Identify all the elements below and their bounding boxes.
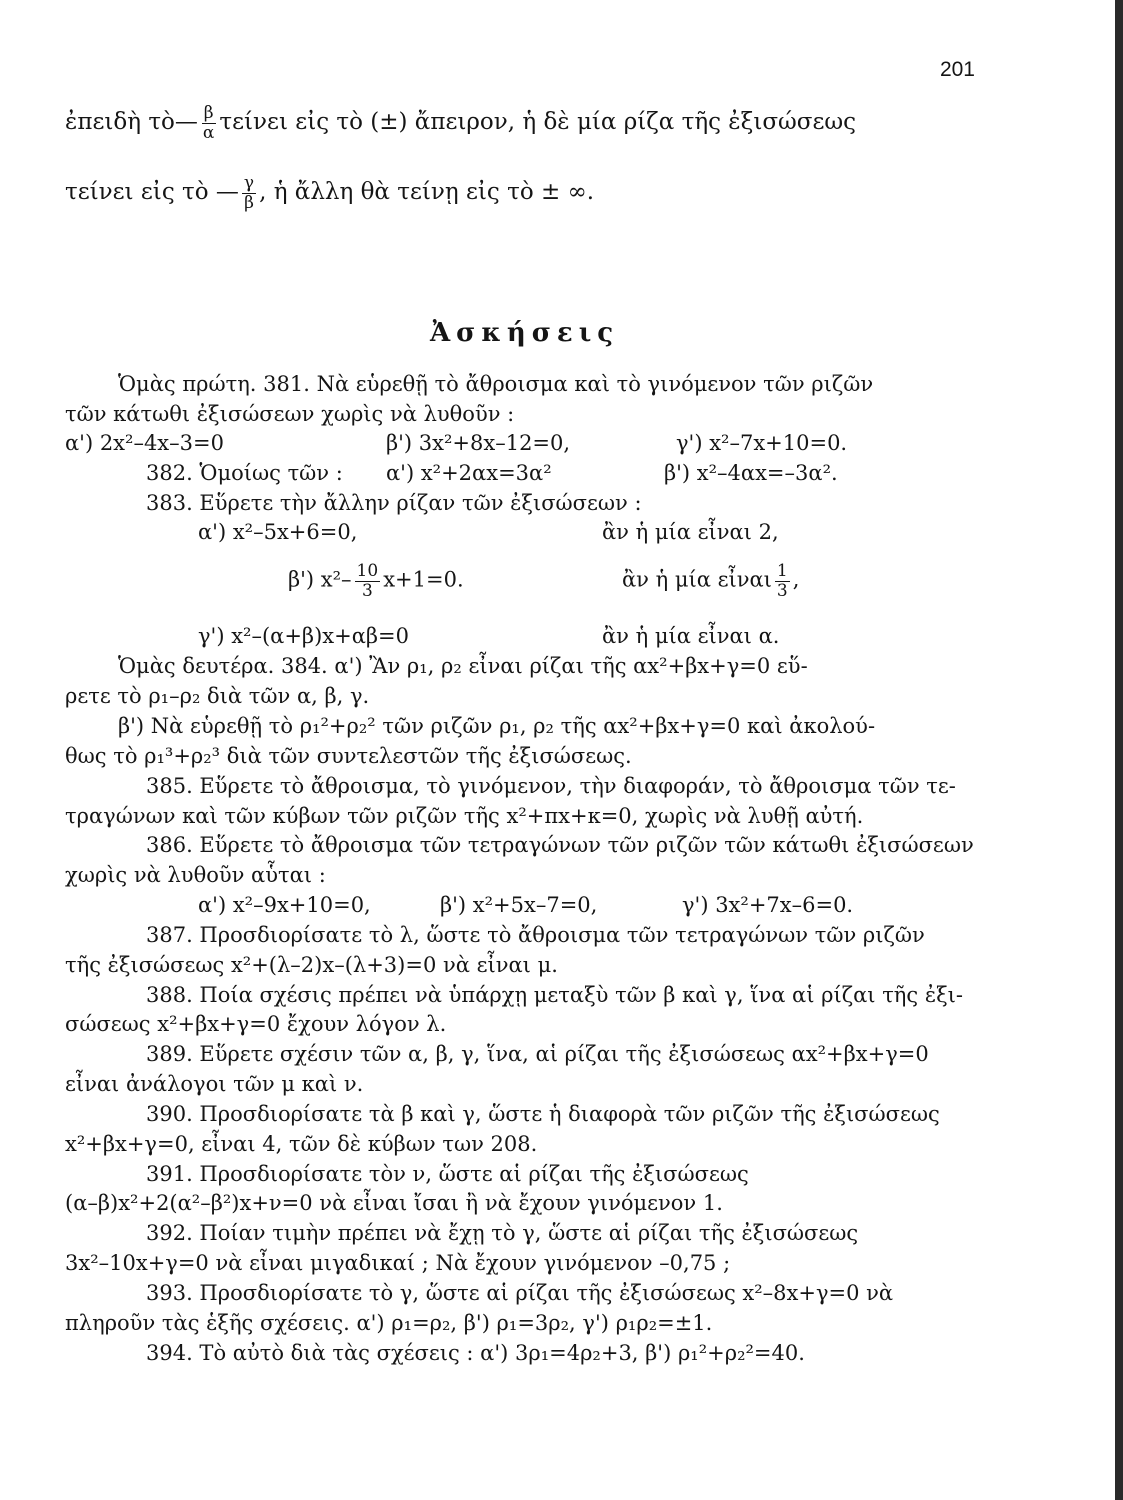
fraction-numerator: 1	[776, 561, 788, 581]
fraction-g-over-b	[242, 174, 256, 212]
exercise-line: 392. Ποίαν τιμὴν πρέπει νὰ ἔχῃ τὸ γ, ὥστε αἱ ρίζαι τῆς ἐξισώσεως	[146, 1221, 859, 1245]
equation-with-fraction	[288, 562, 464, 600]
intro-text: τείνει εἰς τὸ —	[65, 179, 239, 206]
exercise-line: χωρὶς νὰ λυθοῦν αὗται :	[65, 863, 326, 887]
exercise-line: 387. Προσδιορίσατε τὸ λ, ὥστε τὸ ἄθροισμα τῶν τετραγώνων τῶν ριζῶν	[146, 923, 925, 947]
exercise-line: (α–β)x²+2(α²–β²)x+ν=0 νὰ εἶναι ἴσαι ἢ νὰ ἔχουν γινόμενον 1.	[65, 1191, 723, 1215]
fraction-denominator: 3	[776, 580, 788, 601]
exercise-line: Ὁμὰς δευτέρα. 384. α') Ἂν ρ₁, ρ₂ εἶναι ρίζαι τῆς αx²+βx+γ=0 εὕ-	[118, 654, 808, 678]
fraction-1-over-3	[775, 562, 790, 600]
fraction-10-over-3	[355, 562, 381, 600]
fraction-b-over-a	[201, 104, 216, 142]
exercise-line: τῆς ἐξισώσεως x²+(λ–2)x–(λ+3)=0 νὰ εἶναι μ.	[65, 953, 558, 977]
equation-part: β') x²–	[288, 567, 352, 592]
equation: γ') x²–(α+β)x+αβ=0	[198, 624, 409, 648]
equation: α') x²+2αx=3α²	[386, 461, 552, 485]
exercise-line: τῶν κάτωθι ἐξισώσεων χωρὶς νὰ λυθοῦν :	[65, 402, 515, 426]
equation: α') 2x²–4x–3=0	[65, 431, 224, 455]
exercise-line: τραγώνων καὶ τῶν κύβων τῶν ριζῶν τῆς x²+πx+κ=0, χωρὶς νὰ λυθῇ αὐτή.	[65, 804, 864, 828]
exercise-line: σώσεως x²+βx+γ=0 ἔχουν λόγον λ.	[65, 1012, 447, 1036]
equation: γ') 3x²+7x–6=0.	[682, 893, 854, 917]
fraction-numerator: 10	[356, 561, 379, 581]
scan-edge	[1115, 0, 1123, 1500]
exercise-line: 388. Ποία σχέσις πρέπει νὰ ὑπάρχῃ μεταξὺ τῶν β καὶ γ, ἵνα αἱ ρίζαι τῆς ἐξι-	[146, 983, 963, 1007]
equation: α') x²–9x+10=0,	[198, 893, 371, 917]
equation-part: x+1=0.	[383, 567, 464, 592]
condition-text: ,	[792, 567, 800, 592]
equation: β') x²+5x–7=0,	[440, 893, 598, 917]
equation: α') x²–5x+6=0,	[198, 520, 358, 544]
exercise-line: β') Νὰ εὑρεθῇ τὸ ρ₁²+ρ₂² τῶν ριζῶν ρ₁, ρ₂ τῆς αx²+βx+γ=0 καὶ ἀκολού-	[118, 714, 876, 738]
exercise-line: 394. Τὸ αὐτὸ διὰ τὰς σχέσεις : α') 3ρ₁=4ρ₂+3, β') ρ₁²+ρ₂²=40.	[146, 1341, 805, 1365]
equation: γ') x²–7x+10=0.	[676, 431, 848, 455]
fraction-denominator: β	[244, 192, 254, 213]
fraction-denominator: α	[202, 122, 215, 143]
exercise-line: 3x²–10x+γ=0 νὰ εἶναι μιγαδικαί ; Νὰ ἔχουν γινόμενον –0,75 ;	[65, 1251, 731, 1275]
intro-line-2	[65, 174, 594, 212]
fraction-numerator: β	[203, 103, 214, 123]
exercise-line: θως τὸ ρ₁³+ρ₂³ διὰ τῶν συντελεστῶν τῆς ἐξισώσεως.	[65, 744, 632, 768]
fraction-denominator: 3	[361, 580, 373, 601]
page-number: 201	[939, 58, 975, 81]
exercise-line: 386. Εὕρετε τὸ ἄθροισμα τῶν τετραγώνων τῶν ριζῶν τῶν κάτωθι ἐξισώσεων	[146, 833, 974, 857]
exercise-line: πληροῦν τὰς ἑξῆς σχέσεις. α') ρ₁=ρ₂, β') ρ₁=3ρ₂, γ') ρ₁ρ₂=±1.	[65, 1311, 713, 1335]
exercise-line: 391. Προσδιορίσατε τὸν ν, ὥστε αἱ ρίζαι τῆς ἐξισώσεως	[146, 1162, 749, 1186]
exercise-line: 383. Εὕρετε τὴν ἄλλην ρίζαν τῶν ἐξισώσεων :	[146, 491, 642, 515]
exercise-line: 389. Εὕρετε σχέσιν τῶν α, β, γ, ἵνα, αἱ ρίζαι τῆς ἐξισώσεως αx²+βx+γ=0	[146, 1042, 929, 1066]
exercise-line: εἶναι ἀνάλογοι τῶν μ καὶ ν.	[65, 1072, 364, 1096]
exercise-line: x²+βx+γ=0, εἶναι 4, τῶν δὲ κύβων των 208.	[65, 1132, 538, 1156]
equation: β') x²–4αx=–3α².	[664, 461, 838, 485]
fraction-numerator: γ	[243, 173, 255, 193]
equation: β') 3x²+8x–12=0,	[386, 431, 571, 455]
section-title: Ἀσκήσεις	[430, 318, 620, 348]
exercise-line: Ὁμὰς πρώτη. 381. Νὰ εὑρεθῇ τὸ ἄθροισμα καὶ τὸ γινόμενον τῶν ριζῶν	[118, 372, 874, 396]
condition: ἂν ἡ μία εἶναι α.	[602, 624, 780, 648]
intro-text: ἐπειδὴ τὸ—	[65, 109, 198, 136]
exercise-line: 393. Προσδιορίσατε τὸ γ, ὥστε αἱ ρίζαι τῆς ἐξισώσεως x²–8x+γ=0 νὰ	[146, 1281, 894, 1305]
exercise-line: ρετε τὸ ρ₁–ρ₂ διὰ τῶν α, β, γ.	[65, 684, 370, 708]
exercise-line: 382. Ὁμοίως τῶν :	[146, 461, 343, 485]
intro-line-1	[65, 104, 856, 142]
condition-with-fraction	[622, 562, 799, 600]
condition: ἂν ἡ μία εἶναι 2,	[602, 520, 779, 544]
intro-text: , ἡ ἄλλη θὰ τείνῃ εἰς τὸ ± ∞.	[259, 179, 595, 206]
intro-text: τείνει εἰς τὸ (±) ἄπειρον, ἡ δὲ μία ρίζα τῆς ἐξισώσεως	[219, 109, 857, 136]
exercise-line: 390. Προσδιορίσατε τὰ β καὶ γ, ὥστε ἡ διαφορὰ τῶν ριζῶν τῆς ἐξισώσεως	[146, 1102, 940, 1126]
condition-text: ἂν ἡ μία εἶναι	[622, 567, 772, 592]
exercise-line: 385. Εὕρετε τὸ ἄθροισμα, τὸ γινόμενον, τὴν διαφοράν, τὸ ἄθροισμα τῶν τε-	[146, 774, 956, 798]
